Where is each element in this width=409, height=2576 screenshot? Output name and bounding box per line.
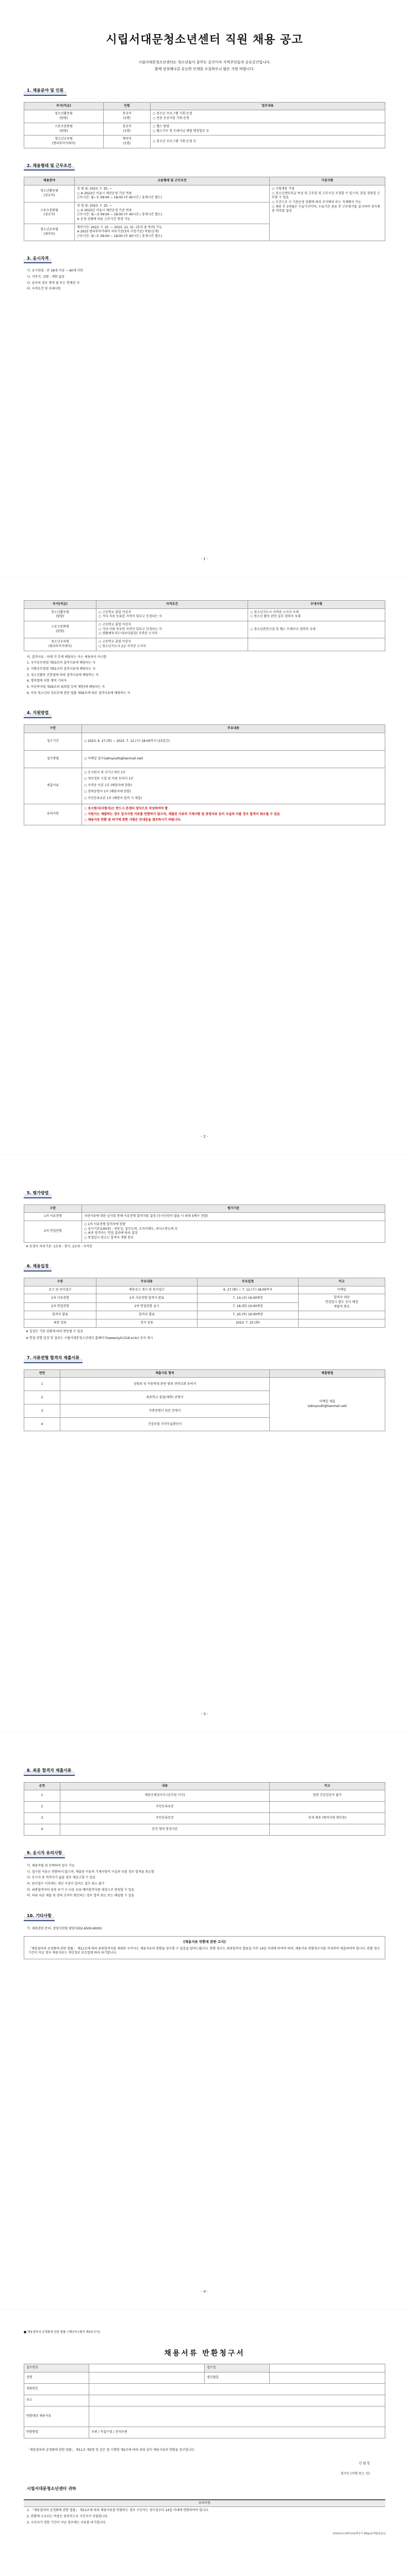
table-cell: ○ 응시원서(지원서)는 반드시 본센터 양식으로 작성하여야 함 ○ 지원서는 제출하는 경우 입사지원 서류를 반환하지 않으며, 제출된 서류의 기재사항 및 증빙자료 등이 사실과 다를 경우 합격이 취소될 수 있음 ○ 채용서류 반환 및 파기에 관한 사항은 안내문을 참조하시기 바랍니다. xyxy=(82,804,385,825)
page-3 xyxy=(0,1155,409,1733)
table-cell xyxy=(270,1802,385,1813)
table-row xyxy=(24,1221,385,1242)
table-cell: 성범죄 및 아동학대 관련 범죄 전력조회 동의서 xyxy=(60,1378,270,1391)
table-cell: 4 xyxy=(24,1418,60,1431)
table-header: 우대사항 xyxy=(248,601,385,609)
notice-head: 유의사항 xyxy=(24,2499,385,2507)
table-cell: 스포츠문화팀 (정규직) xyxy=(24,202,75,224)
table-cell: 청소년활동팀 (담당) xyxy=(24,608,96,621)
table-cell: 1차 서류전형 xyxy=(24,1213,82,1221)
table-cell: 정식 임용 xyxy=(96,1319,198,1328)
table-header: 고용형태 및 근무조건 xyxy=(75,177,270,185)
page-number: - 3 - xyxy=(201,1711,208,1716)
submit-method-cell: 이메일 제출 (sdmyouth@hanmail.net) xyxy=(270,1378,385,1431)
page-number: - 4 - xyxy=(201,2289,208,2294)
table-header: 부서(직급) xyxy=(24,102,104,110)
table-row xyxy=(24,2427,385,2438)
list-item: 3. 청소년활동 진흥법에 따라 결격사유에 해당하는 자 xyxy=(27,673,99,677)
table-cell: 7. 14.(금) 16:00예정 xyxy=(198,1294,299,1303)
table-cell: 2 xyxy=(24,1802,60,1813)
table-cell xyxy=(299,1319,385,1328)
table-cell: 계약기간: 2023. 7. 25. ~ 2023. 12. 31. (휴직 중 복귀) 가능 ※ 2023 방과후아카데미 처우기준(3차 서상기준) 적용(공개) 근무시간: 월~토 09:00 ~ 18:00 (주 40시간 / 휴게시간 별도) xyxy=(75,224,270,241)
table-cell: ○ 2023. 6. 27.(화) ~ 2023. 7. 12.(수) 18:00까지 (15일간) xyxy=(82,733,385,750)
form-body: 「채용절차의 공정화에 관한 법률」 제11조 제2항 및 같은 법 시행령 제2조에 따라 위와 같이 채용서류의 반환을 청구합니다. xyxy=(27,2448,195,2452)
table-row xyxy=(24,2406,385,2427)
form-label: 접수일 xyxy=(205,2364,270,2372)
form-label: 반환방법 xyxy=(24,2427,89,2438)
table-cell: 채용신체검사서 (공무원 서식) xyxy=(60,1790,270,1802)
section-heading: 2. 채용형태 및 근무조건 xyxy=(24,162,75,171)
list-item: 나. 접수된 서류는 반환하지 않으며, 제출된 서류의 기재사항이 사실과 다를 경우 합격을 취소함 xyxy=(27,1870,154,1874)
table-cell: 2 xyxy=(24,1391,60,1404)
page-1 xyxy=(0,0,409,578)
table-cell: 공고 및 원서접수 xyxy=(24,1286,96,1294)
list-item: 라. 자격요건 및 우대사항 xyxy=(27,287,61,291)
table-cell: 합격자 발표 xyxy=(96,1311,198,1319)
notice-item: 1. 「채용절차의 공정화에 관한 법률」 제11조에 따라 채용서류를 반환하는 경우 구인자는 청구일부터 14일 이내에 반환하여야 합니다. xyxy=(27,2509,209,2513)
table-header: 자격요건 xyxy=(96,601,248,609)
page-5 xyxy=(0,2310,409,2576)
box-title: [채용서류 반환에 관한 고지] xyxy=(183,1940,226,1944)
section-heading: 9. 응시자 유의사항 xyxy=(24,1849,65,1858)
table-row xyxy=(24,123,385,135)
list-item: 6. 아동·청소년의 성보호에 관한 법률 제56조에 따른 결격사유에 해당하는 자 xyxy=(27,691,130,695)
table-header: 구분 xyxy=(24,1278,96,1286)
table-header: 제출방법 xyxy=(270,1369,385,1378)
form-value[interactable] xyxy=(270,2364,385,2372)
table-row xyxy=(24,2364,385,2372)
table-header: 순번 xyxy=(24,1782,60,1790)
table-cell: 계약직 (1명) xyxy=(104,135,151,148)
list-item: 다. 응시자 중 적격자가 없을 경우 재공고할 수 있음 xyxy=(27,1876,96,1880)
table-cell: 주민등록초본 xyxy=(60,1802,270,1813)
table-cell: ○ 고등학교 졸업 이상자 ○ 기타 자료 등표한 지역이 있다고 인정되는 자 xyxy=(96,608,248,621)
table-header: 업무내용 xyxy=(151,102,385,110)
table-cell: 최종학교 졸업(재학) 증명서 xyxy=(60,1391,270,1404)
table-cell: 접수기간 xyxy=(24,733,82,750)
table-cell: 제출서류 xyxy=(24,768,82,804)
table-cell: 2023. 7. 25.(화) xyxy=(198,1319,299,1328)
table-row xyxy=(24,638,385,651)
table-row xyxy=(24,2395,385,2406)
table-row xyxy=(24,1286,385,1294)
list-item: 라. 원서접수 이후에는 개인 사정이 있어도 접수 취소 불가 xyxy=(27,1882,105,1886)
table-header: 구분 xyxy=(24,724,82,733)
evaluation-table xyxy=(24,1205,385,1243)
table-row xyxy=(24,1378,385,1391)
table-header: 기본사항 xyxy=(270,177,385,185)
form-signature: 청구인 (서명 또는 인) xyxy=(340,2472,370,2476)
table-header: 제출서류 항목 xyxy=(60,1369,270,1378)
table-cell: 유의사항 xyxy=(24,804,82,825)
page-4 xyxy=(0,1733,409,2310)
table-header: 비고 xyxy=(299,1278,385,1286)
table-cell: ○ 1차 서류전형 합격자에 한함 ○ 심사기준(100점) : 전문성, 업무능력, 조직이해도, 의사소통능력 등 ○ 최종 합격자는 면접 결과에 따라 결정 ○ 면접일시·장소는 합격자 개별 통보 xyxy=(82,1221,385,1242)
table-cell: 정규직 (1명) xyxy=(104,123,151,135)
list-item: 바. 허위 자료 제출 및 경력 조작이 확인되는 경우 합격 취소 또는 해임될 수 있음 xyxy=(27,1894,135,1898)
document-title: 시립서대문청소년센터 직원 채용 공고 xyxy=(106,33,303,46)
table-cell xyxy=(248,638,385,651)
return-notice-box xyxy=(24,1936,385,1959)
conditions-table xyxy=(24,177,385,241)
table-cell: 이메일 xyxy=(299,1286,385,1294)
form-note: ■ 채용절차의 공정화에 관한 법률 시행규칙 [별지 제3호서식] xyxy=(24,2331,100,2334)
table-cell: 건강보험 자격득실확인서 xyxy=(60,1418,270,1431)
table-row xyxy=(24,1213,385,1221)
table-cell: 2차 면접전형 xyxy=(24,1302,96,1311)
table-cell: 3 xyxy=(24,1404,60,1418)
table-cell: 1 xyxy=(24,1378,60,1391)
list-item: 다. 남자의 경우 병역 필 또는 면제된 자 xyxy=(27,281,80,285)
form-value[interactable] xyxy=(89,2364,205,2372)
table-cell: 4 xyxy=(24,1824,60,1836)
table-cell: 청소년활동팀 (정규직) xyxy=(24,185,75,202)
table-header: 부서(직급) xyxy=(24,601,96,609)
list-item: 2. 지방공무원법 제31조의 결격사유에 해당되는 자 xyxy=(27,667,96,671)
table-row xyxy=(24,750,385,768)
list-item: 나. 거주지, 성별 : 제한 없음 xyxy=(27,275,65,279)
table-row xyxy=(24,185,385,202)
table-cell: 각종증명서 원본 증명서 xyxy=(60,1404,270,1418)
box-text: 「채용절차의 공정화에 관한 법률」 제11조에 따라 최종합격자를 제외한 구직자는 채용서류의 반환을 청구할 수 있음을 알려드립니다. 반환 청구는 최종합격자 발표일 이후 14일 이내에 하여야 하며, 채용서류 반환청구서를 작성하여 제출하여야 합니다. 반환 청구 기간이 지난 경우 채용서류는 개인정보 보호법에 따라 파기합니다. xyxy=(28,1946,380,1955)
table-cell: ○ 고등학교 졸업 이상자 ○ 기타 이와 동등한 자격이 있다고 인정되는 자 ○ 생활체육지도사(보디빌딩) 자격증 소지자 xyxy=(96,621,248,638)
table-header: 연번 xyxy=(24,1369,60,1378)
page-2 xyxy=(0,578,409,1155)
phone-field[interactable] xyxy=(89,2383,385,2395)
list-item: 가. 공시연령 : 만 18세 이상 ~ 60세 미만 xyxy=(27,269,84,273)
table-row xyxy=(24,1319,385,1328)
notice-item: 3. 구인자가 정한 기간이 지난 경우에는 서류를 파기합니다. xyxy=(27,2520,107,2524)
table-cell: 청소년교육팀 (방과후아카데미) xyxy=(24,135,104,148)
page-number: - 2 - xyxy=(201,1134,208,1139)
page-number: - 1 - xyxy=(201,556,208,561)
table-cell: 정 평 월: 2023. 7. 25. ~ ○ ※ 2023년 서울시 채산운영 기준 적용 근무시간: 월~금 09:00 ~ 18:00 (주 40시간 / 휴게시간 별도) ※ 운영 상황에 따른 근무시간 변경 가능 xyxy=(75,202,270,224)
table-cell: 일반 건강검진서 불가 xyxy=(270,1790,385,1802)
section-heading: 5. 평가방법 xyxy=(24,1189,52,1198)
table-cell: 정규직 (1명) xyxy=(104,110,151,123)
table-row xyxy=(24,110,385,123)
table-cell: 합격자 발표 xyxy=(24,1311,96,1319)
table-cell: 청소년교육팀 (계약직) xyxy=(24,224,75,241)
table-cell: 6. 27.(화) ~ 7. 12.(수) 18:00까지 xyxy=(198,1286,299,1294)
table-row xyxy=(24,733,385,750)
table-cell: 정 평 월: 2023. 7. 25. ~ ○ ※ 2023년 서울시 채산운영 기준 적용 근무시간: 월~토 09:00 ~ 18:00 (주 40시간 / 휴게시간 별도) xyxy=(75,185,270,202)
section-heading: 3. 응시자격 xyxy=(24,255,52,264)
table-cell: 7. 18.(화) 10:00예정 xyxy=(198,1302,299,1311)
table-cell: ○ 응시원서 및 자기소개서 1부 ○ 개인정보 수집 및 이용 동의서 1부 ○ 자격증 사본 1부 (해당자에 한함) ○ 경력증명서 1부 (해당자에 한함) ○ 주민등록초본 1부 (해당자 합격 시 제출) xyxy=(82,768,385,804)
table-row xyxy=(24,608,385,621)
table-cell: 2차 면접전형 실시 xyxy=(96,1302,198,1311)
intro-line-2: 함께 성장해나갈 유능한 인재를 모집하오니 많은 지원 바랍니다. xyxy=(154,67,255,72)
table-cell: 스포츠문화팀 (담당) xyxy=(24,123,104,135)
list-item: 5. 아동복지법 제29조의 3(취업 등의 제한)에 해당되는 자 xyxy=(27,685,105,689)
list-item: 4. 병역법에 의한 병역 기피자 xyxy=(27,679,67,683)
table-cell: ○ 이메일 접수(sdmyouth@hanmail.net) xyxy=(82,750,385,768)
recruitment-table xyxy=(24,102,385,148)
table-row xyxy=(24,1294,385,1303)
table-header: 인원 xyxy=(104,102,151,110)
table-cell: 본인 명의 통장사본 xyxy=(60,1824,270,1836)
table-cell: 스포츠문화팀 (담당) xyxy=(24,621,96,638)
table-cell: 청소년활동팀 (담당) xyxy=(24,110,104,123)
table-cell: 채용공고 게시 및 원서접수 xyxy=(96,1286,198,1294)
section-heading: 4. 지원방법 xyxy=(24,709,52,718)
table-cell: 상세 채용 (병역사항 확인용) xyxy=(270,1813,385,1824)
table-cell: 합격자 대상 면접일시 별도 공지 예정 개별적 통보 xyxy=(299,1294,385,1311)
table-row xyxy=(24,1790,385,1802)
form-label: 성명 xyxy=(24,2372,89,2383)
birth-field[interactable] xyxy=(270,2372,385,2383)
form-recipient: 시립서대문청소년센터 귀하 xyxy=(27,2486,76,2492)
table-row xyxy=(24,1802,385,1813)
list-item: 마. 최종합격자의 임용 포기 시 다음 순위 예비합격자를 대상으로 충원할 수 있음 xyxy=(27,1888,135,1892)
name-field[interactable] xyxy=(89,2372,205,2383)
address-field[interactable] xyxy=(89,2395,385,2406)
table-row xyxy=(24,1813,385,1824)
table-cell: 접수방법 xyxy=(24,750,82,768)
table-cell: 3 xyxy=(24,1813,60,1824)
table-row xyxy=(24,2372,385,2383)
note: ※ 면접 전형 일정 및 결과는 시립서대문청소년센터 홈페이지(www.kyh1318.or.kr) 공지 게시 xyxy=(26,1336,153,1340)
table-row xyxy=(24,135,385,148)
section-heading: 10. 기타사항 xyxy=(24,1912,55,1921)
paper-size: 210mm×297mm[백상지 80g/㎡(재활용품)] xyxy=(332,2532,385,2536)
list-item: 1. 국가공무원법 제33조의 결격사유에 해당되는 자 xyxy=(27,661,96,665)
table-cell: ○ 청소년 프로그램 기획·운영 등 xyxy=(151,135,385,148)
form-title: 채용서류 반환청구서 xyxy=(164,2349,245,2358)
table-row xyxy=(24,2383,385,2395)
table-row xyxy=(24,804,385,825)
table-cell xyxy=(270,1824,385,1836)
table-header: 구분 xyxy=(24,1205,82,1213)
qualification-table xyxy=(24,600,385,651)
intro-line-1: 시립서대문청소년센터는 청소년들이 꿈꾸는 공간이자 지역주민들의 공유공간입니다. xyxy=(138,60,271,64)
documents-table xyxy=(24,1369,385,1432)
table-cell: 1차 서류전형 xyxy=(24,1294,96,1303)
form-label: 접수번호 xyxy=(24,2364,89,2372)
list-item: 가. 채용직렬 외 선택하여 접수 가능 xyxy=(27,1863,75,1868)
application-table xyxy=(24,724,385,825)
note: ※ 동점자 처리기준: 1순위 - 봉사, 2순위 - 자격증 xyxy=(26,1244,92,1248)
table-cell: 1차 서류전형 합격자 발표 xyxy=(96,1294,198,1303)
table-cell: ○ 청소년지도사 자격증 소지자 우대 ○ 청소년 활동 관련 실무 경력자 우대 xyxy=(248,608,385,621)
section-heading: 7. 서류전형 합격자 제출서류 xyxy=(24,1354,83,1363)
method-options[interactable]: 우편 / 직접수령 / 전자우편 xyxy=(89,2427,385,2438)
table-cell: ○ 청소년관련시설 및 헬스 트레이너 경력자 우대 xyxy=(248,621,385,638)
table-cell: ○ 헬스 담당 ○ 헬스기구 및 트레이닝 체험 행정업무 등 xyxy=(151,123,385,135)
table-header: 비고 xyxy=(270,1782,385,1790)
form-label: 반환대상 채용서류 xyxy=(24,2406,89,2427)
table-cell: 지원서류에 대한 심사를 통해 서류전형 합격자를 결정 (응시인원이 많을 시 최대 5배수 선발) xyxy=(82,1213,385,1221)
table-cell: 최종 임용 xyxy=(24,1319,96,1328)
table-row xyxy=(24,1824,385,1836)
table-header: 채용분야 xyxy=(24,177,75,185)
table-cell: 2차 면접전형 xyxy=(24,1221,82,1242)
section-heading: 1. 채용분야 및 인원 xyxy=(24,87,67,96)
table-header: 주요일정 xyxy=(198,1278,299,1286)
table-header: 내용 xyxy=(60,1782,270,1790)
final-documents-table xyxy=(24,1782,385,1836)
form-date: 년 월 일 xyxy=(358,2461,370,2465)
return-request-form xyxy=(24,2364,385,2438)
table-cell: 7. 20.(목) 16:00예정 xyxy=(198,1311,299,1319)
table-header: 평가기준 xyxy=(82,1205,385,1213)
basics-cell: ○ 시험채용 가점 ○ 청소년센터지급 특성 및 근무일 및 근무시간 조정할 수 있으며, 휴일 경영일 근무할 수 있음 ○ 조건으로 시 기관운영 상황에 따라 부서배치 또는 직제배치 가능 ○ 채용 후 3개월은 수습기간이며, 수습기간 종료 후 근무평가를 실시하여 정식채용 여부를 결정 xyxy=(270,185,385,241)
table-cell: 주민등록등본 xyxy=(60,1813,270,1824)
table-cell: ○ 청소년 프로그램 기획·운영 ○ 민관 공공사업 기획·운영 xyxy=(151,110,385,123)
table-row xyxy=(24,621,385,638)
table-cell: 1 xyxy=(24,1790,60,1802)
list-item: 가. 채용관련 문의: 경영지원팀 담당자(02-6500-6000) xyxy=(27,1926,102,1930)
table-header: 주요내용 xyxy=(82,724,385,733)
form-label: 주소 xyxy=(24,2395,89,2406)
table-cell: ○ 고등학교 졸업 이상자 ○ 청소년지도사 2급 자격증 소지자 xyxy=(96,638,248,651)
note: ※ 일정은 기관 상황에 따라 변동될 수 있음 xyxy=(26,1329,84,1333)
section-heading: 6. 채용일정 xyxy=(24,1262,52,1272)
table-row xyxy=(24,768,385,804)
section-heading: 8. 최종 합격자 제출서류 xyxy=(24,1767,75,1776)
list-item: 마. 결격사유 : 아래 각 호에 해당되는 자는 채용하지 아니함 xyxy=(27,655,107,659)
documents-field[interactable] xyxy=(89,2406,385,2427)
table-header: 주요내용 xyxy=(96,1278,198,1286)
form-label: 전화번호 xyxy=(24,2383,89,2395)
notice-item: 2. 반환에 소요되는 비용은 원칙적으로 구인자가 부담합니다. xyxy=(27,2515,109,2519)
form-label: 생년월일 xyxy=(205,2372,270,2383)
table-cell xyxy=(299,1311,385,1319)
table-cell: 청소년교육팀 (방과후아카데미) xyxy=(24,638,96,651)
schedule-table xyxy=(24,1278,385,1328)
table-row xyxy=(24,1311,385,1319)
